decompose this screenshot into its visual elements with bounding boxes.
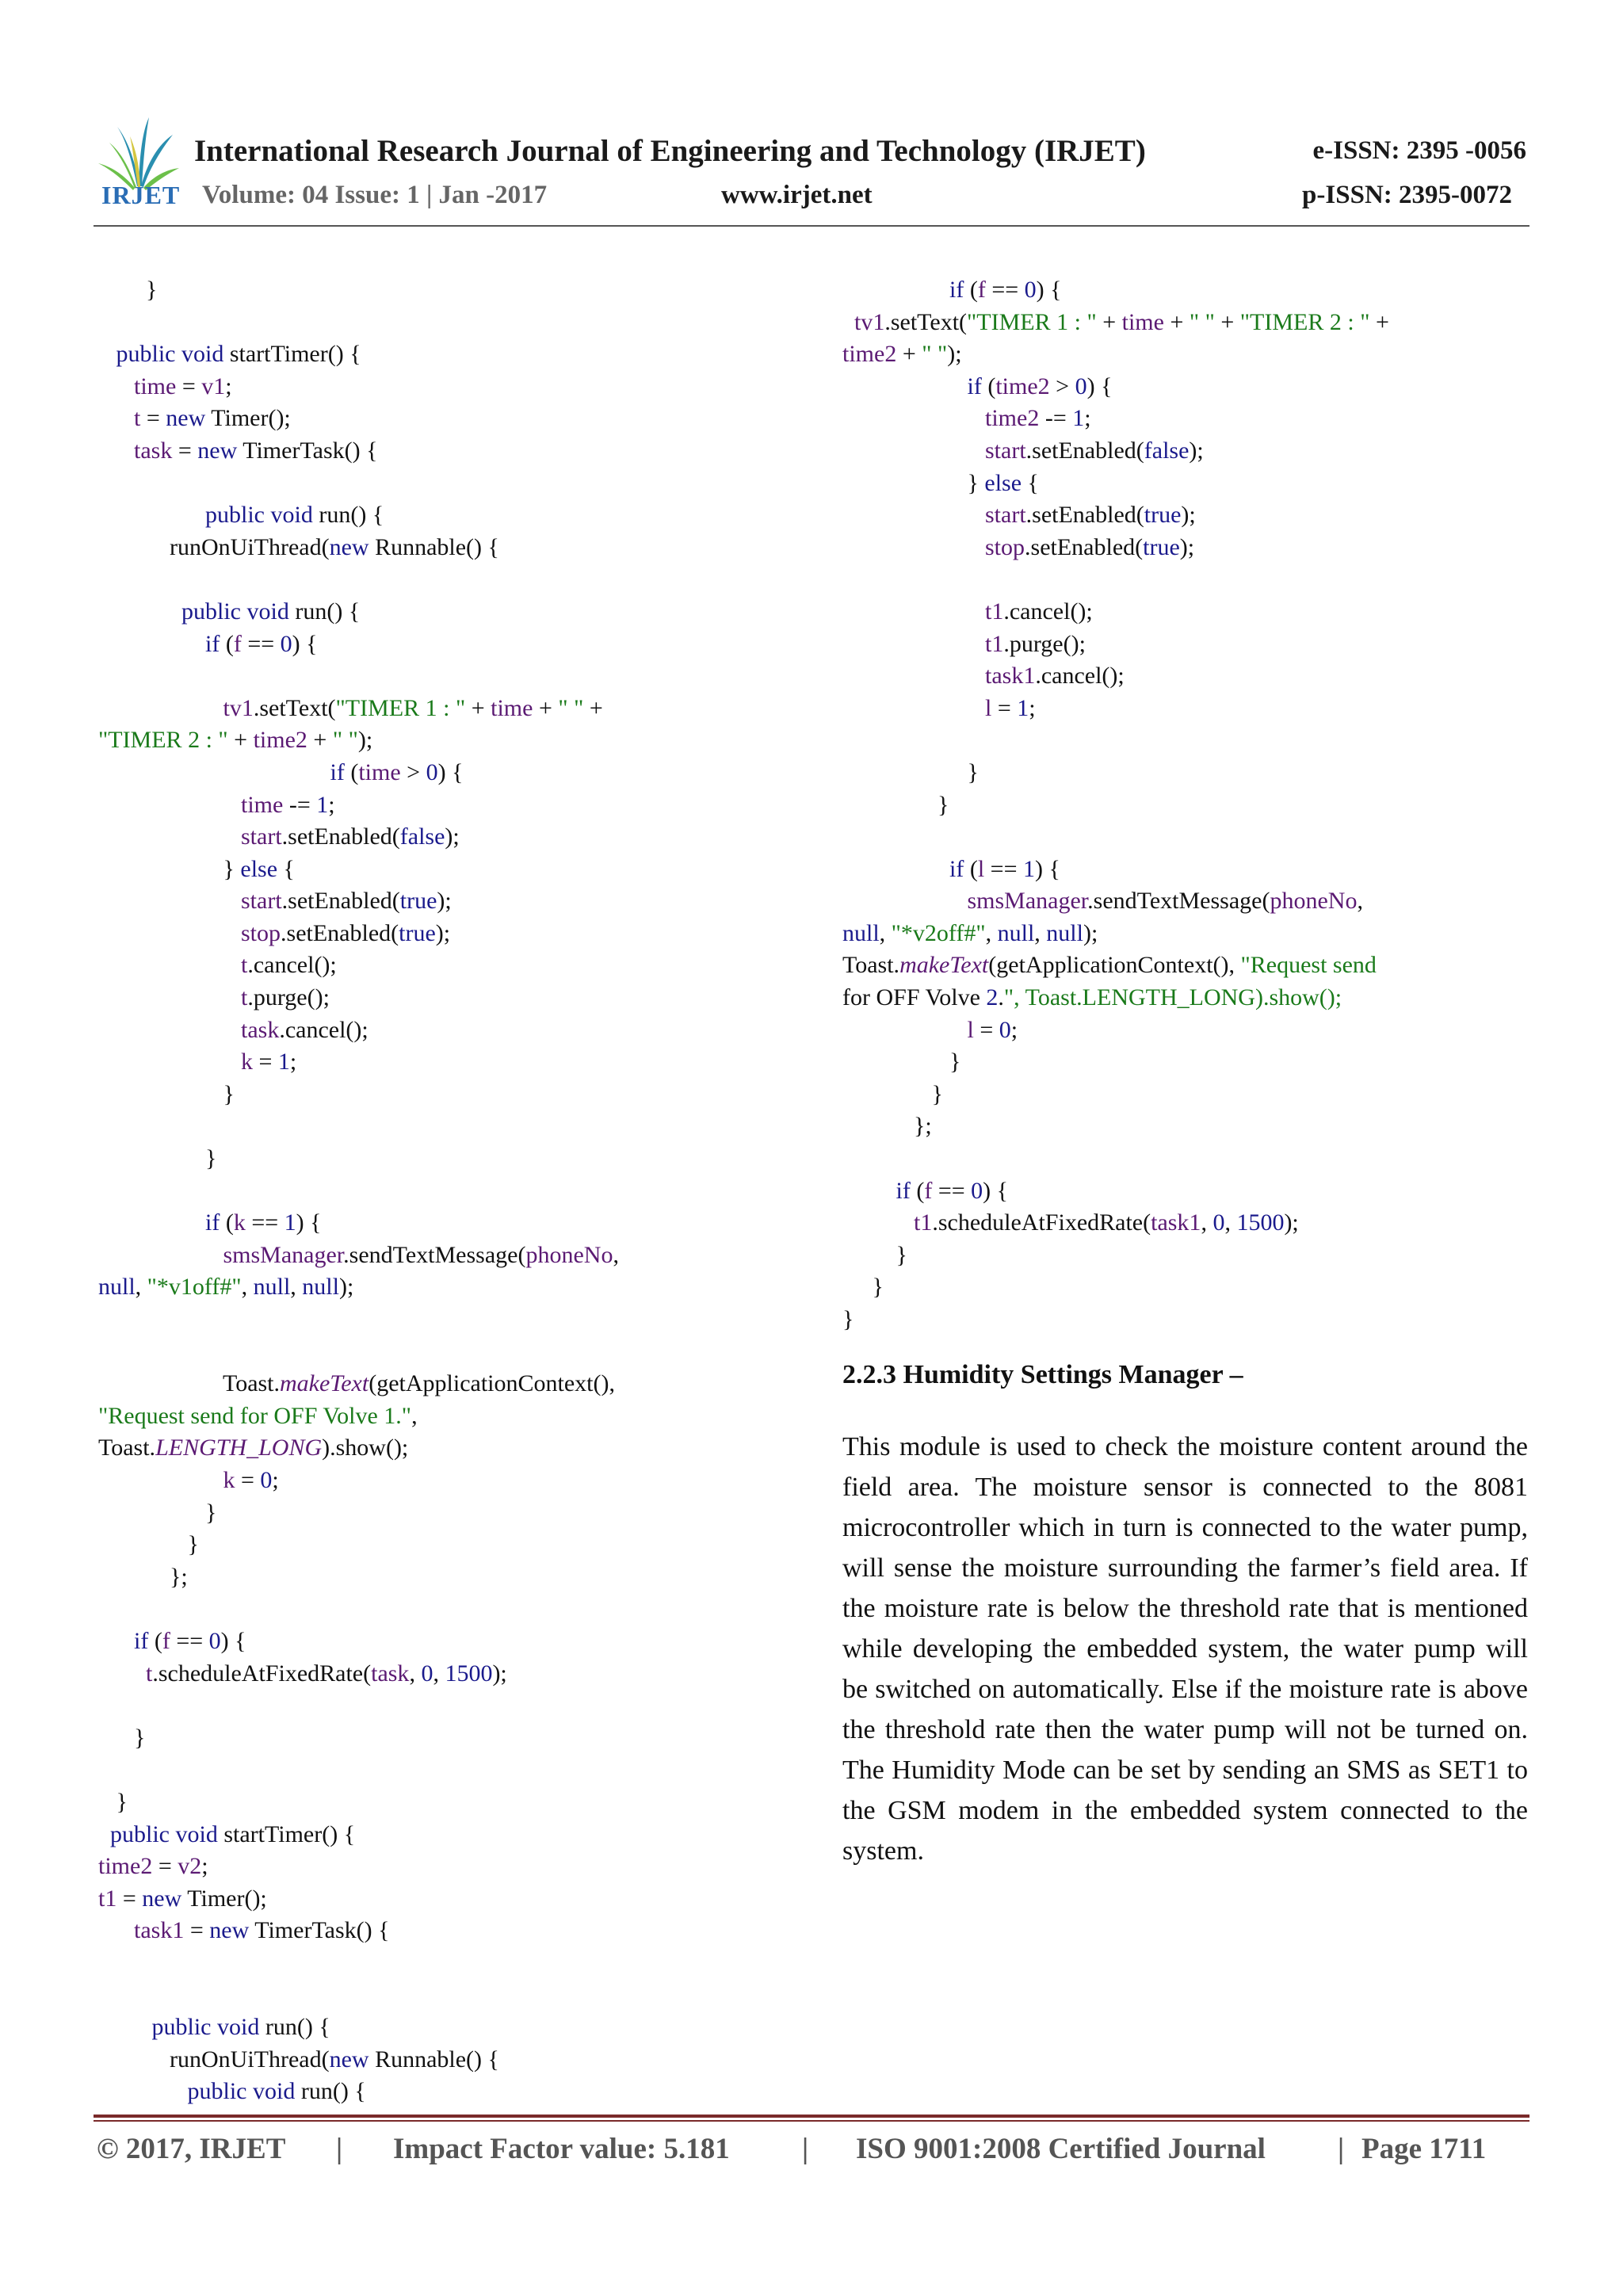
code-line: start.setEnabled(true); [985,502,1196,529]
code-line: task1.cancel(); [985,663,1125,690]
code-line: } [842,791,949,818]
code-line [842,563,1389,596]
code-line: runOnUiThread(new Runnable() { [98,2046,499,2073]
code-line: Toast.makeText(getApplicationContext(), "Request send [842,952,1377,979]
section-body-paragraph: This module is used to check the moisture content around the field area. The moisture sensor is connected to the 8081 microcontroller which in turn is connected to the water pump, will sense the moisture surrounding the farmer’s field area. If the moisture rate is below the threshold rate that is mentioned while developing the embedded system, the water pump will be switched on automatically. Else if the moisture rate is above the threshold rate then the water pump will not be turned on. The Humidity Mode can be set by sending an SMS as SET1 to the GSM modem in the embedded system connected to the system. [842,1432,1528,1866]
code-line: } [98,277,158,303]
code-line: t1.purge(); [985,630,1086,657]
footer-page-number: Page 1711 [1361,2133,1487,2165]
code-line: if (time2 > 0) { [967,372,1113,399]
code-line: task = new TimerTask() { [134,437,378,464]
website-link[interactable]: www.irjet.net [721,181,873,209]
code-line: if (k == 1) { [205,1209,322,1236]
pissn: p-ISSN: 2395-0072 [1302,181,1512,209]
code-line: tv1.setText("TIMER 1 : " + time + " " + "TIMER 2 : " + [854,308,1389,335]
code-line: } [98,1080,235,1107]
volume-issue: Volume: 04 Issue: 1 | Jan -2017 [202,181,548,209]
code-line: } [98,1724,146,1751]
code-line: } else { [842,469,1039,496]
code-line: }; [98,1563,188,1590]
footer-separator: | [1338,2133,1345,2165]
code-line: } [842,1274,884,1301]
section-heading: 2.2.3 Humidity Settings Manager – [842,1360,1243,1389]
code-line: t = new Timer(); [134,405,291,432]
code-line: t.purge(); [241,984,330,1011]
journal-title: International Research Journal of Engineering and Technology (IRJET) [194,134,1146,168]
code-line: t1.cancel(); [985,598,1093,625]
code-line: } [98,1145,217,1172]
code-line: time2 + " "); [842,341,962,368]
code-line: smsManager.sendTextMessage(phoneNo, [223,1241,619,1268]
code-line: Toast.LENGTH_LONG).show(); [98,1435,409,1461]
code-line: t1.scheduleAtFixedRate(task1, 0, 1500); [914,1209,1299,1236]
code-line: l = 1; [985,694,1036,721]
code-line: start.setEnabled(true); [241,888,452,915]
code-line: } [842,1241,907,1268]
code-line: "TIMER 2 : " + time2 + " "); [98,727,373,754]
footer-separator: | [336,2133,343,2165]
code-line: }; [842,1113,932,1140]
code-line [98,1593,619,1626]
code-line: public void run() { [187,2078,366,2105]
code-line: time2 -= 1; [985,405,1091,432]
code-listing-left [98,274,619,2108]
code-line: } [842,758,979,785]
code-line [98,563,619,596]
code-line: null, "*v1off#", null, null); [98,1274,354,1301]
code-line: if (f == 0) { [896,1177,1009,1204]
code-line: time -= 1; [241,791,335,818]
code-line [98,1754,619,1786]
code-line [842,724,1389,757]
code-line [98,1336,619,1369]
code-line: } else { [98,855,295,882]
code-line: if (time > 0) { [330,758,464,785]
footer-divider [94,2115,1529,2118]
code-line: stop.setEnabled(true); [241,919,451,946]
code-line: if (f == 0) { [949,277,1062,303]
code-line: } [98,1499,217,1526]
code-line [98,468,619,500]
code-line: } [842,1306,854,1332]
header-divider [94,225,1529,227]
code-line: tv1.setText("TIMER 1 : " + time + " " + [223,694,603,721]
code-line [842,1143,1389,1175]
code-line: runOnUiThread(new Runnable() { [98,533,499,560]
code-line: public void run() { [151,2014,330,2041]
footer-iso: ISO 9001:2008 Certified Journal [856,2133,1266,2165]
code-line: } [98,1531,199,1558]
footer-copyright: © 2017, IRJET [97,2133,286,2165]
code-line: if (f == 0) { [205,630,318,657]
logo-text: IRJET [101,181,181,209]
code-line: t.scheduleAtFixedRate(task, 0, 1500); [146,1660,507,1687]
footer-divider-thin [94,2120,1529,2122]
code-line [98,1979,619,2011]
code-line: null, "*v2off#", null, null); [842,919,1098,946]
eissn: e-ISSN: 2395 -0056 [1312,136,1526,165]
code-line: stop.setEnabled(true); [985,533,1195,560]
code-listing-right [842,274,1389,1336]
code-line: smsManager.sendTextMessage(phoneNo, [967,888,1363,915]
code-line: time = v1; [134,372,232,399]
code-line [842,821,1389,854]
code-line [98,1110,619,1143]
code-line: k = 0; [223,1466,279,1493]
code-line: Toast.makeText(getApplicationContext(), [98,1370,615,1397]
code-line [98,1947,619,1980]
code-line: public void run() { [205,502,384,529]
code-line: public void run() { [181,598,361,625]
code-line: task.cancel(); [241,1016,369,1043]
footer-impact-factor: Impact Factor value: 5.181 [393,2133,730,2165]
code-line: t1 = new Timer(); [98,1885,267,1912]
code-line: t.cancel(); [241,952,337,979]
code-line [98,1175,619,1208]
code-line [98,1690,619,1722]
code-line: for OFF Volve 2.", Toast.LENGTH_LONG).show(); [842,984,1342,1011]
code-line: l = 0; [967,1016,1018,1043]
code-line: task1 = new TimerTask() { [134,1917,390,1944]
footer-separator: | [802,2133,809,2165]
code-line [98,307,619,339]
code-line: start.setEnabled(false); [985,437,1204,464]
page-header [0,0,1623,238]
code-line: start.setEnabled(false); [241,823,460,850]
code-line: } [98,1788,128,1815]
code-line: public void startTimer() { [116,341,361,368]
code-line: } [842,1080,943,1107]
code-line: if (l == 1) { [949,855,1060,882]
code-line: } [842,1049,961,1075]
code-line [98,660,619,693]
code-line: k = 1; [241,1049,297,1075]
code-line [98,1304,619,1336]
code-line: "Request send for OFF Volve 1.", [98,1402,418,1429]
code-line: time2 = v2; [98,1853,208,1880]
code-line: if (f == 0) { [134,1627,246,1654]
code-line: public void startTimer() { [110,1820,356,1847]
